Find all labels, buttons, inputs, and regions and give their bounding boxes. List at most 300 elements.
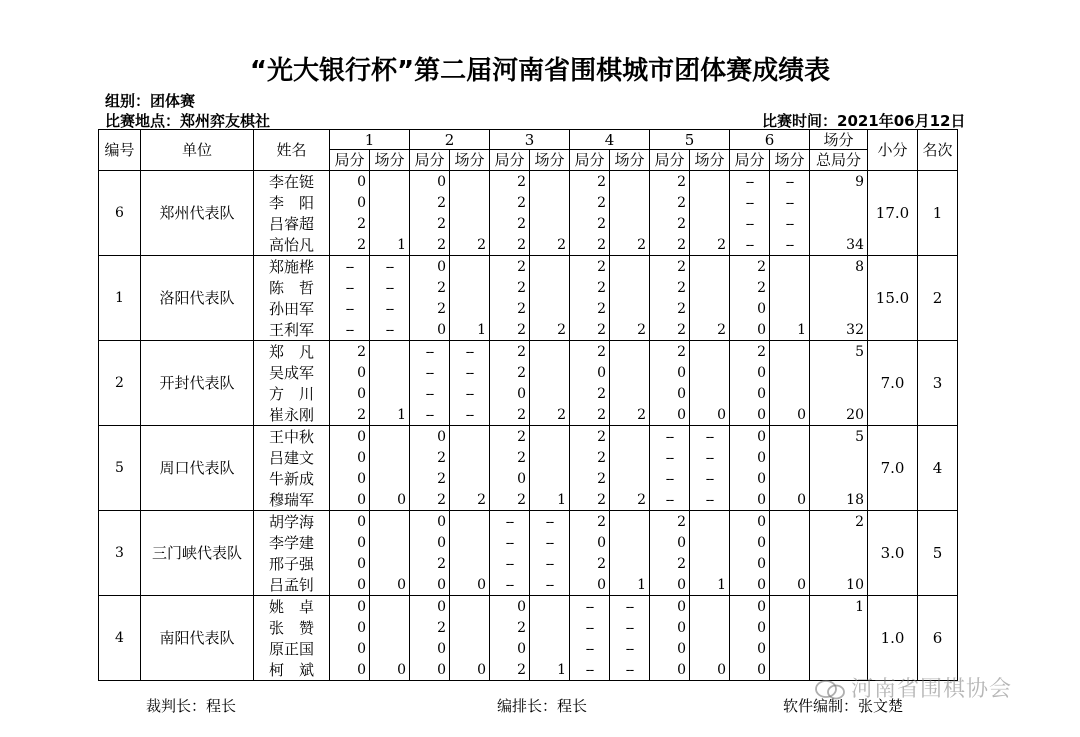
- match-score-cell: [370, 468, 410, 489]
- total-empty-cell: [810, 383, 868, 404]
- match-score-cell: [770, 617, 810, 638]
- table-row: [99, 511, 958, 533]
- match-score-cell: [370, 553, 410, 574]
- match-score-cell: 0: [770, 489, 810, 511]
- game-score-cell: 0: [730, 298, 770, 319]
- match-score-cell: [370, 617, 410, 638]
- match-score-cell: 1: [370, 404, 410, 426]
- team-number: 6: [99, 171, 141, 256]
- game-score-cell: 2: [490, 617, 530, 638]
- match-score-cell: [770, 426, 810, 448]
- header-rank: 名次: [918, 130, 958, 171]
- match-score-cell: [610, 298, 650, 319]
- game-score-cell: 0: [730, 532, 770, 553]
- game-score-cell: 2: [570, 319, 610, 341]
- game-score-cell: 0: [410, 574, 450, 596]
- game-score-cell: 0: [330, 659, 370, 681]
- game-score-cell: 2: [410, 192, 450, 213]
- header-small-score: 小分: [868, 130, 918, 171]
- game-score-cell: 2: [330, 213, 370, 234]
- match-score-cell: --: [770, 234, 810, 256]
- match-score-cell: [690, 298, 730, 319]
- player-name: 方 川: [254, 383, 330, 404]
- group-label: 组别：团体赛: [105, 92, 196, 110]
- game-score-cell: 0: [330, 171, 370, 193]
- game-score-cell: 0: [650, 617, 690, 638]
- game-score-cell: 0: [650, 574, 690, 596]
- player-name: 姚 卓: [254, 596, 330, 618]
- total-empty-cell: [810, 617, 868, 638]
- game-score-cell: 2: [650, 341, 690, 363]
- game-score-cell: 0: [730, 362, 770, 383]
- match-score-cell: [770, 277, 810, 298]
- game-score-cell: 0: [330, 192, 370, 213]
- match-score-cell: [370, 192, 410, 213]
- total-empty-cell: [810, 277, 868, 298]
- game-score-cell: 2: [490, 341, 530, 363]
- game-score-cell: --: [410, 404, 450, 426]
- small-score: 17.0: [868, 171, 918, 256]
- match-score-cell: 0: [690, 659, 730, 681]
- scheduler-label: 编排长：程长: [497, 697, 588, 715]
- match-score-cell: [370, 511, 410, 533]
- game-score-cell: 0: [730, 468, 770, 489]
- match-score-cell: 2: [690, 234, 730, 256]
- header-number: 编号: [99, 130, 141, 171]
- player-name: 吕睿超: [254, 213, 330, 234]
- match-score-cell: 0: [450, 659, 490, 681]
- player-name: 高怡凡: [254, 234, 330, 256]
- match-score-cell: [450, 298, 490, 319]
- game-score-cell: 2: [410, 489, 450, 511]
- venue-label: 比赛地点：郑州弈友棋社: [105, 112, 271, 130]
- game-score-cell: 2: [410, 298, 450, 319]
- game-score-cell: --: [730, 234, 770, 256]
- match-score-cell: [770, 341, 810, 363]
- match-score-cell: --: [690, 468, 730, 489]
- header-total-match: 场分: [810, 130, 868, 150]
- game-score-cell: 0: [650, 638, 690, 659]
- match-score-cell: [690, 383, 730, 404]
- game-score-cell: 2: [730, 341, 770, 363]
- game-score-cell: 2: [570, 277, 610, 298]
- game-score-cell: 2: [410, 468, 450, 489]
- player-name: 陈 哲: [254, 277, 330, 298]
- player-name: 吕建文: [254, 447, 330, 468]
- subheader-game-score: 局分: [330, 150, 370, 171]
- game-score-cell: 0: [410, 319, 450, 341]
- match-score-cell: [370, 171, 410, 193]
- team-unit: 南阳代表队: [141, 596, 254, 681]
- match-score-cell: --: [370, 319, 410, 341]
- game-score-cell: 2: [490, 213, 530, 234]
- match-score-cell: [610, 511, 650, 533]
- match-score-cell: [370, 362, 410, 383]
- match-score-cell: [770, 596, 810, 618]
- match-score-cell: 2: [530, 319, 570, 341]
- match-score-cell: [530, 383, 570, 404]
- game-score-cell: --: [330, 319, 370, 341]
- match-score-cell: [450, 638, 490, 659]
- match-score-cell: --: [690, 447, 730, 468]
- total-empty-cell: [810, 638, 868, 659]
- player-name: 穆瑞军: [254, 489, 330, 511]
- game-score-cell: 2: [490, 362, 530, 383]
- match-score-cell: [690, 171, 730, 193]
- game-score-cell: 2: [730, 256, 770, 278]
- game-score-cell: 0: [330, 574, 370, 596]
- match-score-cell: [370, 532, 410, 553]
- match-score-cell: 2: [530, 404, 570, 426]
- game-score-cell: 2: [570, 511, 610, 533]
- game-score-cell: 0: [730, 638, 770, 659]
- header-round-3: 3: [490, 130, 570, 150]
- match-score-cell: 2: [610, 489, 650, 511]
- player-name: 孙田军: [254, 298, 330, 319]
- game-score-cell: 2: [490, 447, 530, 468]
- match-score-cell: [450, 511, 490, 533]
- game-score-cell: 2: [490, 298, 530, 319]
- match-score-cell: [530, 171, 570, 193]
- match-score-cell: 1: [370, 234, 410, 256]
- team-rank: 3: [918, 341, 958, 426]
- total-match-score: 1: [810, 596, 868, 618]
- game-score-cell: 2: [650, 298, 690, 319]
- player-name: 原正国: [254, 638, 330, 659]
- match-score-cell: [610, 532, 650, 553]
- match-score-cell: 0: [370, 489, 410, 511]
- match-score-cell: [370, 426, 410, 448]
- game-score-cell: 0: [730, 617, 770, 638]
- match-score-cell: [370, 213, 410, 234]
- player-name: 邢子强: [254, 553, 330, 574]
- table-row: [99, 256, 958, 278]
- game-score-cell: --: [490, 553, 530, 574]
- match-score-cell: 0: [690, 404, 730, 426]
- game-score-cell: 0: [410, 638, 450, 659]
- match-score-cell: [450, 553, 490, 574]
- match-score-cell: [450, 213, 490, 234]
- small-score: 3.0: [868, 511, 918, 596]
- player-name: 吴成军: [254, 362, 330, 383]
- match-score-cell: [530, 617, 570, 638]
- game-score-cell: 0: [650, 532, 690, 553]
- game-score-cell: 0: [330, 511, 370, 533]
- match-score-cell: [770, 447, 810, 468]
- match-score-cell: [770, 659, 810, 681]
- game-score-cell: 2: [570, 404, 610, 426]
- match-score-cell: [770, 298, 810, 319]
- total-empty-cell: [810, 468, 868, 489]
- match-score-cell: --: [610, 638, 650, 659]
- match-score-cell: --: [530, 511, 570, 533]
- match-score-cell: --: [530, 532, 570, 553]
- match-score-cell: [610, 468, 650, 489]
- game-score-cell: 0: [490, 383, 530, 404]
- team-unit: 郑州代表队: [141, 171, 254, 256]
- match-score-cell: [690, 362, 730, 383]
- match-score-cell: [610, 383, 650, 404]
- game-score-cell: 0: [650, 404, 690, 426]
- match-score-cell: [450, 256, 490, 278]
- game-score-cell: 2: [490, 489, 530, 511]
- game-score-cell: 0: [410, 596, 450, 618]
- game-score-cell: 0: [490, 468, 530, 489]
- player-name: 郑 凡: [254, 341, 330, 363]
- subheader-total-game: 总局分: [810, 150, 868, 171]
- game-score-cell: 2: [410, 213, 450, 234]
- match-score-cell: [610, 192, 650, 213]
- match-score-cell: [690, 596, 730, 618]
- game-score-cell: 2: [730, 277, 770, 298]
- match-score-cell: --: [770, 171, 810, 193]
- game-score-cell: 0: [410, 426, 450, 448]
- match-score-cell: 0: [370, 659, 410, 681]
- match-score-cell: [770, 511, 810, 533]
- match-score-cell: 1: [610, 574, 650, 596]
- game-score-cell: --: [650, 468, 690, 489]
- total-game-score: 20: [810, 404, 868, 426]
- game-score-cell: 2: [650, 511, 690, 533]
- small-score: 7.0: [868, 426, 918, 511]
- game-score-cell: 2: [490, 192, 530, 213]
- match-score-cell: [610, 341, 650, 363]
- table-row: [99, 341, 958, 363]
- game-score-cell: 2: [570, 468, 610, 489]
- player-name: 李学建: [254, 532, 330, 553]
- subheader-game-score: 局分: [410, 150, 450, 171]
- team-rank: 6: [918, 596, 958, 681]
- match-score-cell: --: [690, 426, 730, 448]
- game-score-cell: --: [730, 213, 770, 234]
- game-score-cell: --: [570, 596, 610, 618]
- game-score-cell: 2: [570, 298, 610, 319]
- game-score-cell: 2: [570, 256, 610, 278]
- game-score-cell: 2: [330, 404, 370, 426]
- total-match-score: 9: [810, 171, 868, 193]
- game-score-cell: --: [410, 362, 450, 383]
- game-score-cell: 2: [490, 426, 530, 448]
- game-score-cell: 2: [410, 447, 450, 468]
- table-row: [99, 426, 958, 448]
- game-score-cell: 0: [730, 319, 770, 341]
- team-rank: 5: [918, 511, 958, 596]
- game-score-cell: 2: [490, 234, 530, 256]
- total-empty-cell: [810, 213, 868, 234]
- game-score-cell: --: [570, 638, 610, 659]
- header-name: 姓名: [254, 130, 330, 171]
- match-score-cell: [690, 511, 730, 533]
- match-score-cell: 1: [450, 319, 490, 341]
- game-score-cell: --: [490, 574, 530, 596]
- game-score-cell: 2: [650, 553, 690, 574]
- team-unit: 开封代表队: [141, 341, 254, 426]
- subheader-game-score: 局分: [650, 150, 690, 171]
- match-score-cell: 2: [610, 319, 650, 341]
- match-score-cell: [370, 596, 410, 618]
- match-score-cell: [770, 532, 810, 553]
- team-number: 1: [99, 256, 141, 341]
- team-number: 5: [99, 426, 141, 511]
- game-score-cell: 0: [730, 426, 770, 448]
- match-score-cell: --: [450, 341, 490, 363]
- match-score-cell: [690, 256, 730, 278]
- total-empty-cell: [810, 298, 868, 319]
- match-score-cell: --: [450, 404, 490, 426]
- game-score-cell: 2: [410, 617, 450, 638]
- watermark: [815, 672, 1012, 703]
- total-game-score: 18: [810, 489, 868, 511]
- game-score-cell: 0: [410, 171, 450, 193]
- total-match-score: 5: [810, 341, 868, 363]
- game-score-cell: 2: [650, 319, 690, 341]
- match-score-cell: --: [530, 574, 570, 596]
- match-score-cell: [450, 277, 490, 298]
- game-score-cell: --: [730, 171, 770, 193]
- chat-bubble-icon: [815, 679, 845, 701]
- game-score-cell: 0: [330, 362, 370, 383]
- player-name: 张 赞: [254, 617, 330, 638]
- player-name: 王中秋: [254, 426, 330, 448]
- match-score-cell: --: [450, 383, 490, 404]
- game-score-cell: 0: [490, 638, 530, 659]
- software-label: 软件编制：张文楚: [783, 697, 904, 715]
- game-score-cell: 0: [650, 596, 690, 618]
- match-score-cell: [370, 341, 410, 363]
- match-score-cell: [370, 383, 410, 404]
- team-rank: 4: [918, 426, 958, 511]
- team-number: 4: [99, 596, 141, 681]
- game-score-cell: 2: [650, 171, 690, 193]
- game-score-cell: 0: [730, 404, 770, 426]
- subheader-match-score: 场分: [610, 150, 650, 171]
- game-score-cell: 2: [570, 383, 610, 404]
- game-score-cell: 2: [490, 277, 530, 298]
- total-game-score: 10: [810, 574, 868, 596]
- match-score-cell: --: [610, 596, 650, 618]
- match-score-cell: 1: [530, 489, 570, 511]
- match-score-cell: [770, 256, 810, 278]
- game-score-cell: 2: [570, 192, 610, 213]
- subheader-game-score: 局分: [730, 150, 770, 171]
- match-score-cell: [530, 341, 570, 363]
- match-score-cell: --: [610, 617, 650, 638]
- match-score-cell: [610, 447, 650, 468]
- total-game-score: 34: [810, 234, 868, 256]
- player-name: 牛新成: [254, 468, 330, 489]
- game-score-cell: 2: [490, 659, 530, 681]
- match-score-cell: --: [690, 489, 730, 511]
- total-match-score: 2: [810, 511, 868, 533]
- table-row: [99, 171, 958, 193]
- match-score-cell: 0: [450, 574, 490, 596]
- game-score-cell: 2: [570, 489, 610, 511]
- game-score-cell: 0: [650, 659, 690, 681]
- header-round-5: 5: [650, 130, 730, 150]
- game-score-cell: 0: [730, 511, 770, 533]
- game-score-cell: 0: [330, 426, 370, 448]
- small-score: 15.0: [868, 256, 918, 341]
- game-score-cell: 0: [570, 362, 610, 383]
- match-score-cell: [690, 532, 730, 553]
- match-score-cell: 1: [770, 319, 810, 341]
- game-score-cell: 2: [570, 171, 610, 193]
- match-score-cell: [530, 362, 570, 383]
- date-label: 比赛时间：2021年06月12日: [762, 112, 966, 130]
- game-score-cell: 0: [330, 638, 370, 659]
- game-score-cell: 2: [570, 553, 610, 574]
- game-score-cell: --: [330, 277, 370, 298]
- game-score-cell: --: [650, 489, 690, 511]
- match-score-cell: [450, 426, 490, 448]
- match-score-cell: [530, 192, 570, 213]
- game-score-cell: 0: [330, 468, 370, 489]
- match-score-cell: [770, 362, 810, 383]
- match-score-cell: [690, 638, 730, 659]
- header-round-6: 6: [730, 130, 810, 150]
- game-score-cell: 0: [330, 447, 370, 468]
- match-score-cell: [530, 468, 570, 489]
- match-score-cell: [770, 468, 810, 489]
- player-name: 崔永刚: [254, 404, 330, 426]
- game-score-cell: 2: [330, 234, 370, 256]
- player-name: 王利军: [254, 319, 330, 341]
- game-score-cell: 0: [730, 553, 770, 574]
- player-name: 吕孟钊: [254, 574, 330, 596]
- game-score-cell: --: [330, 298, 370, 319]
- match-score-cell: 2: [530, 234, 570, 256]
- game-score-cell: 0: [570, 532, 610, 553]
- game-score-cell: 2: [650, 256, 690, 278]
- game-score-cell: 2: [490, 171, 530, 193]
- game-score-cell: 0: [730, 489, 770, 511]
- match-score-cell: [610, 256, 650, 278]
- match-score-cell: 0: [770, 404, 810, 426]
- match-score-cell: 1: [690, 574, 730, 596]
- match-score-cell: [450, 596, 490, 618]
- match-score-cell: --: [450, 362, 490, 383]
- match-score-cell: [530, 638, 570, 659]
- match-score-cell: [690, 341, 730, 363]
- game-score-cell: 0: [730, 383, 770, 404]
- game-score-cell: --: [330, 256, 370, 278]
- match-score-cell: [610, 362, 650, 383]
- match-score-cell: [370, 447, 410, 468]
- subheader-match-score: 场分: [690, 150, 730, 171]
- game-score-cell: 2: [490, 256, 530, 278]
- game-score-cell: --: [570, 617, 610, 638]
- game-score-cell: 2: [490, 404, 530, 426]
- player-name: 柯 斌: [254, 659, 330, 681]
- player-name: 李 阳: [254, 192, 330, 213]
- team-number: 3: [99, 511, 141, 596]
- game-score-cell: 0: [490, 596, 530, 618]
- header-round-4: 4: [570, 130, 650, 150]
- header-round-1: 1: [330, 130, 410, 150]
- subheader-game-score: 局分: [490, 150, 530, 171]
- game-score-cell: 2: [410, 553, 450, 574]
- game-score-cell: 0: [330, 617, 370, 638]
- match-score-cell: [450, 617, 490, 638]
- game-score-cell: 0: [650, 383, 690, 404]
- match-score-cell: 1: [530, 659, 570, 681]
- match-score-cell: 2: [610, 234, 650, 256]
- match-score-cell: [450, 532, 490, 553]
- game-score-cell: 0: [650, 362, 690, 383]
- match-score-cell: [530, 298, 570, 319]
- watermark-text: 河南省围棋协会: [851, 677, 1013, 702]
- team-unit: 周口代表队: [141, 426, 254, 511]
